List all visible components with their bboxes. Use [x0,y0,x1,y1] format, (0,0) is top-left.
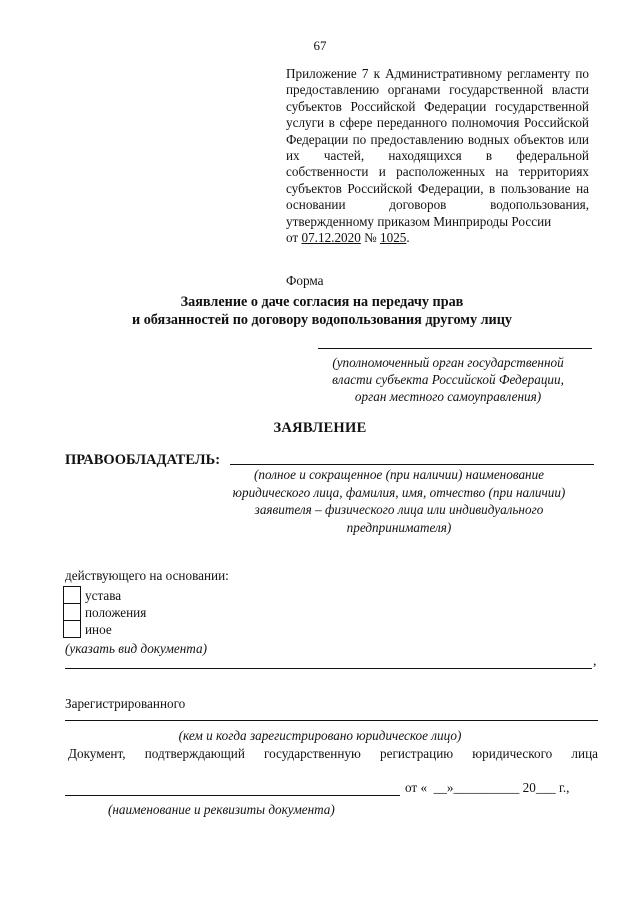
appendix-period: . [406,230,410,246]
authority-caption-line-1: (уполномоченный орган государственной [332,355,564,370]
document-kind-input-line[interactable] [65,668,592,669]
page-number: 67 [313,38,327,53]
rights-holder-caption [200,466,598,536]
registration-caption: (кем и когда зарегистрировано юридическое лицо) [178,728,462,743]
holder-caption-line-3: заявителя – физического лица или индивидуального [254,502,544,518]
registration-date-field[interactable]: от « __»__________ 20___ г., [405,780,570,795]
order-date: 07.12.2020 [301,230,361,246]
registration-document-text: Документ, подтверждающий государственную регистрацию юридического лица [68,746,598,761]
authority-caption-line-2: власти субъекта Российской Федерации, [332,371,564,387]
appendix-from: от [286,230,299,246]
number-sign: № [364,230,377,246]
authority-input-line[interactable] [318,348,592,349]
appendix-text: Приложение 7 к Административному регламенту по предоставлению органами государственной власти субъектов Российской Федерации государственной услуги в сфере переданного полномочия Российской Федерации по предоставлению водных объектов или их частей, находящихся в федеральной собственности и расположенных на территориях субъектов Российской Федерации, в пользование на основании договоров водопользования, утвержденному приказом Минприроды России [286,66,589,229]
trailing-comma: , [593,654,597,669]
document-title [60,293,584,329]
title-line-1: Заявление о даче согласия на передачу прав [180,294,464,310]
option-label-charter: устава [85,588,122,603]
option-label-regulation: положения [85,605,147,620]
title-line-2: и обязанностей по договору водопользования другому лицу [131,312,512,328]
holder-caption-line-1: (полное и сокращенное (при наличии) наименование [253,467,545,482]
authority-caption-line-3: орган местного самоуправления) [354,388,542,404]
basis-label: действующего на основании: [65,568,229,583]
registration-document-input-line[interactable] [65,795,400,796]
form-label: Форма [286,273,324,288]
appendix-reference [286,66,589,246]
basis-option-regulation[interactable] [63,603,146,620]
document-kind-caption: (указать вид документа) [65,641,207,656]
order-number: 1025 [380,230,407,246]
checkbox-regulation[interactable] [63,603,81,621]
checkbox-charter[interactable] [63,586,81,604]
registered-label: Зарегистрированного [65,696,186,711]
holder-caption-line-2: юридического лица, фамилия, имя, отчество (при наличии) [232,484,566,500]
basis-option-other[interactable] [63,620,112,637]
authority-caption [300,355,596,405]
registration-input-line[interactable] [65,720,598,721]
basis-option-charter[interactable] [63,586,121,603]
statement-heading: ЗАЯВЛЕНИЕ [273,420,367,436]
option-label-other: иное [85,622,112,637]
registration-document-caption: (наименование и реквизиты документа) [108,802,335,817]
rights-holder-label: ПРАВООБЛАДАТЕЛЬ: [65,452,221,468]
holder-caption-line-4: предпринимателя) [346,519,452,535]
checkbox-other[interactable] [63,620,81,638]
rights-holder-input-line[interactable] [230,464,594,465]
appendix-order-date [286,230,589,246]
